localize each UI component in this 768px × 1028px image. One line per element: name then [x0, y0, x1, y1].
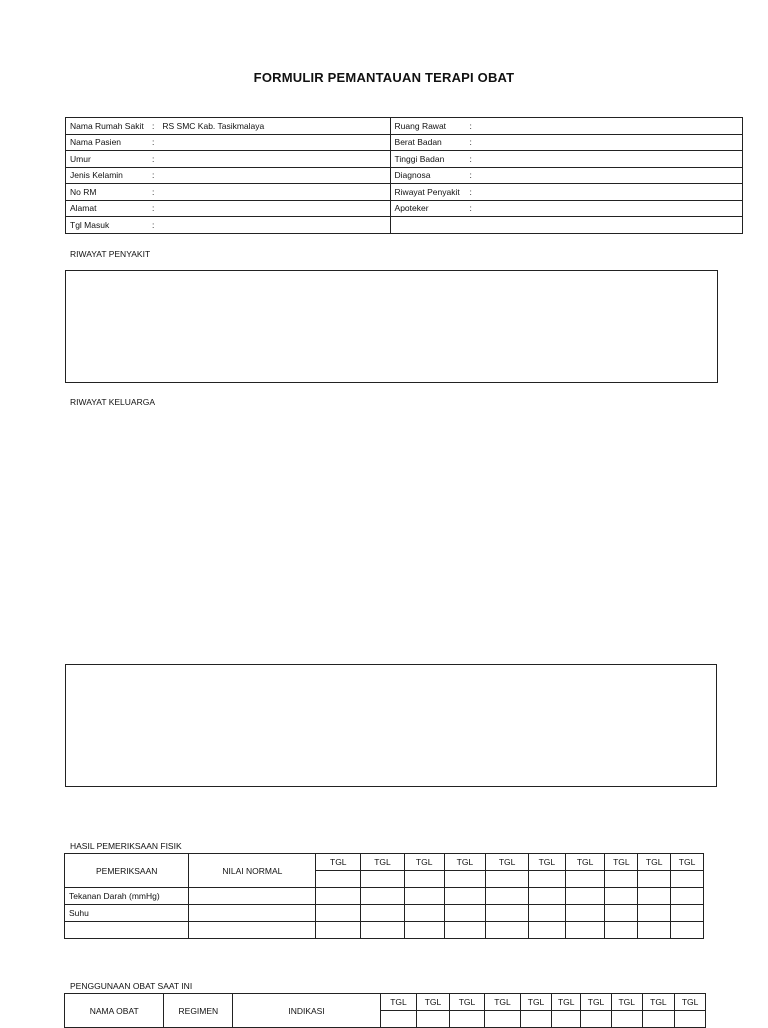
- info-label: Jenis Kelamin: [70, 170, 123, 181]
- exam-row-label: Suhu: [65, 905, 189, 922]
- col-indikasi: INDIKASI: [233, 994, 380, 1028]
- medication-table: [64, 993, 706, 1028]
- exam-cell[interactable]: [316, 922, 361, 939]
- table-row: [65, 888, 704, 905]
- info-cell-nama-rumah-sakit: Nama Rumah Sakit : RS SMC Kab. Tasikmalaya: [66, 118, 391, 135]
- date-cell[interactable]: [417, 1011, 450, 1028]
- info-value-nama-rumah-sakit: RS SMC Kab. Tasikmalaya: [162, 120, 265, 131]
- info-label: Alamat: [70, 203, 97, 214]
- exam-cell[interactable]: [361, 888, 405, 905]
- col-tgl: TGL: [605, 854, 638, 871]
- exam-cell[interactable]: [605, 888, 638, 905]
- info-cell-tinggi-badan: Tinggi Badan :: [390, 151, 742, 168]
- info-label: Nama Rumah Sakit: [70, 120, 144, 131]
- table-row: [65, 922, 704, 939]
- riwayat-keluarga-box[interactable]: [65, 664, 717, 787]
- exam-cell[interactable]: [528, 905, 565, 922]
- exam-cell[interactable]: [565, 905, 605, 922]
- info-label: Berat Badan: [394, 137, 442, 148]
- physical-exam-table: [64, 853, 704, 939]
- exam-cell[interactable]: [565, 888, 605, 905]
- date-cell[interactable]: [404, 871, 444, 888]
- penggunaan-obat-label: PENGGUNAAN OBAT SAAT INI: [70, 981, 193, 991]
- info-cell-diagnosa: Diagnosa :: [390, 167, 742, 184]
- exam-row-label: [65, 922, 189, 939]
- exam-cell[interactable]: [316, 888, 361, 905]
- exam-cell[interactable]: [671, 905, 704, 922]
- date-cell[interactable]: [675, 1011, 706, 1028]
- col-tgl: TGL: [611, 994, 642, 1011]
- exam-cell[interactable]: [404, 888, 444, 905]
- col-tgl: TGL: [485, 994, 520, 1011]
- exam-cell[interactable]: [444, 922, 486, 939]
- info-row: [66, 184, 743, 201]
- col-tgl: TGL: [380, 994, 416, 1011]
- exam-cell[interactable]: [189, 905, 316, 922]
- info-label: No RM: [70, 186, 97, 197]
- exam-cell[interactable]: [671, 888, 704, 905]
- info-cell-riwayat-penyakit: Riwayat Penyakit :: [390, 184, 742, 201]
- exam-cell[interactable]: [638, 888, 671, 905]
- date-cell[interactable]: [605, 871, 638, 888]
- exam-cell[interactable]: [638, 905, 671, 922]
- col-tgl: TGL: [520, 994, 552, 1011]
- exam-cell[interactable]: [486, 905, 529, 922]
- exam-cell[interactable]: [189, 922, 316, 939]
- meds-header-row: [65, 994, 706, 1011]
- col-pemeriksaan: PEMERIKSAAN: [65, 854, 189, 888]
- info-row: [66, 200, 743, 217]
- info-label: Apoteker: [394, 203, 429, 214]
- date-cell[interactable]: [449, 1011, 484, 1028]
- col-tgl: TGL: [565, 854, 605, 871]
- col-tgl: TGL: [449, 994, 484, 1011]
- exam-header-row: [65, 854, 704, 871]
- info-row: [66, 167, 743, 184]
- exam-cell[interactable]: [671, 922, 704, 939]
- col-nilai-normal: NILAI NORMAL: [189, 854, 316, 888]
- info-cell-berat-badan: Berat Badan :: [390, 134, 742, 151]
- info-cell-apoteker: Apoteker :: [390, 200, 742, 217]
- col-regimen: REGIMEN: [164, 994, 233, 1028]
- col-tgl: TGL: [642, 994, 675, 1011]
- col-tgl: TGL: [528, 854, 565, 871]
- exam-cell[interactable]: [565, 922, 605, 939]
- patient-info-table: [65, 117, 743, 234]
- date-cell[interactable]: [642, 1011, 675, 1028]
- exam-cell[interactable]: [528, 922, 565, 939]
- info-label: Tgl Masuk: [70, 219, 110, 230]
- exam-cell[interactable]: [361, 905, 405, 922]
- col-tgl: TGL: [361, 854, 405, 871]
- col-tgl: TGL: [486, 854, 529, 871]
- info-cell-alamat: Alamat :: [66, 200, 391, 217]
- date-cell[interactable]: [581, 1011, 612, 1028]
- col-tgl: TGL: [552, 994, 581, 1011]
- col-tgl: TGL: [581, 994, 612, 1011]
- exam-cell[interactable]: [404, 922, 444, 939]
- date-cell[interactable]: [380, 1011, 416, 1028]
- date-cell[interactable]: [520, 1011, 552, 1028]
- col-nama-obat: NAMA OBAT: [65, 994, 164, 1028]
- exam-cell[interactable]: [361, 922, 405, 939]
- exam-cell[interactable]: [605, 922, 638, 939]
- date-cell[interactable]: [638, 871, 671, 888]
- col-tgl: TGL: [404, 854, 444, 871]
- info-row: [66, 217, 743, 234]
- col-tgl: TGL: [316, 854, 361, 871]
- info-label: Ruang Rawat: [394, 120, 447, 131]
- date-cell[interactable]: [565, 871, 605, 888]
- col-tgl: TGL: [671, 854, 704, 871]
- info-cell-umur: Umur :: [66, 151, 391, 168]
- date-cell[interactable]: [552, 1011, 581, 1028]
- date-cell[interactable]: [316, 871, 361, 888]
- info-cell-no-rm: No RM :: [66, 184, 391, 201]
- exam-cell[interactable]: [486, 888, 529, 905]
- date-cell[interactable]: [671, 871, 704, 888]
- date-cell[interactable]: [486, 871, 529, 888]
- exam-cell[interactable]: [528, 888, 565, 905]
- form-title: FORMULIR PEMANTAUAN TERAPI OBAT: [253, 70, 515, 85]
- col-tgl: TGL: [417, 994, 450, 1011]
- info-cell-tgl-masuk: Tgl Masuk :: [66, 217, 391, 234]
- exam-cell[interactable]: [486, 922, 529, 939]
- col-tgl: TGL: [444, 854, 486, 871]
- info-cell-jenis-kelamin: Jenis Kelamin :: [66, 167, 391, 184]
- info-label: Riwayat Penyakit: [394, 186, 460, 197]
- date-cell[interactable]: [444, 871, 486, 888]
- info-label: Diagnosa: [394, 170, 431, 181]
- date-cell[interactable]: [611, 1011, 642, 1028]
- exam-cell[interactable]: [444, 888, 486, 905]
- info-cell-ruang-rawat: Ruang Rawat :: [390, 118, 742, 135]
- hasil-pemeriksaan-label: HASIL PEMERIKSAAN FISIK: [70, 841, 182, 851]
- info-cell-nama-pasien: Nama Pasien :: [66, 134, 391, 151]
- info-cell-empty: [390, 217, 742, 234]
- exam-row-label: Tekanan Darah (mmHg): [65, 888, 189, 905]
- col-tgl: TGL: [675, 994, 706, 1011]
- riwayat-keluarga-label: RIWAYAT KELUARGA: [70, 397, 156, 407]
- date-cell[interactable]: [485, 1011, 520, 1028]
- info-row: [66, 118, 743, 135]
- col-tgl: TGL: [638, 854, 671, 871]
- date-cell[interactable]: [361, 871, 405, 888]
- exam-cell[interactable]: [404, 905, 444, 922]
- date-cell[interactable]: [528, 871, 565, 888]
- info-label: Umur: [70, 153, 91, 164]
- info-label: Nama Pasien: [70, 137, 122, 148]
- exam-cell[interactable]: [638, 922, 671, 939]
- exam-cell[interactable]: [444, 905, 486, 922]
- riwayat-penyakit-box[interactable]: [65, 270, 718, 383]
- exam-cell[interactable]: [189, 888, 316, 905]
- exam-cell[interactable]: [316, 905, 361, 922]
- info-row: [66, 134, 743, 151]
- exam-cell[interactable]: [605, 905, 638, 922]
- table-row: [65, 905, 704, 922]
- info-label: Tinggi Badan: [394, 153, 445, 164]
- riwayat-penyakit-label: RIWAYAT PENYAKIT: [70, 249, 151, 259]
- info-row: [66, 151, 743, 168]
